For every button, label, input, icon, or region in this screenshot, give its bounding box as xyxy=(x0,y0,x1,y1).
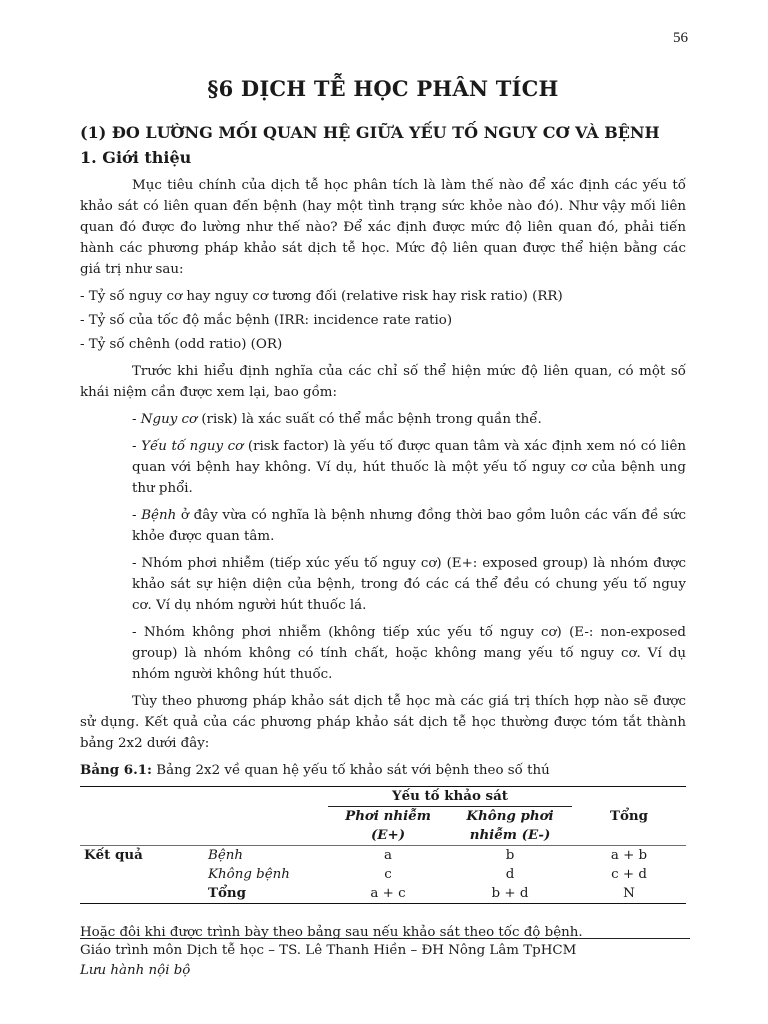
total-column-header: Tổng xyxy=(610,807,648,824)
term-risk: Nguy cơ xyxy=(140,412,198,427)
table-caption-label: Bảng 6.1: xyxy=(80,762,152,778)
row-label: Tổng xyxy=(208,885,246,901)
row-label: Bệnh xyxy=(208,848,244,863)
table-caption-text: Bảng 2x2 về quan hệ yếu tố khảo sát với bệnh theo số thú xyxy=(152,763,550,778)
measure-or: - Tỷ số chênh (odd ratio) (OR) xyxy=(80,337,283,352)
section-title: (1) ĐO LƯỜNG MỐI QUAN HỆ GIỮA YẾU TỐ NGUY CƠ VÀ BỆNH xyxy=(80,123,660,142)
chapter-title: §6 DỊCH TỄ HỌC PHÂN TÍCH xyxy=(207,76,559,101)
cell-total: N xyxy=(623,886,635,901)
definition-nonexposed-group: - Nhóm không phơi nhiễm (không tiếp xúc yếu tố nguy cơ) (E-: non-exposed group) là nhóm không có tính chất, hoặc không mang yếu tố nguy cơ. Ví dụ nhóm người không hút thuốc. xyxy=(132,625,686,682)
nonexposed-header-code: nhiễm (E-) xyxy=(469,827,551,843)
row-label: Không bệnh xyxy=(208,867,290,882)
cell-exposed: a xyxy=(384,848,392,863)
concepts-intro: Trước khi hiểu định nghĩa của các chỉ số thể hiện mức độ liên quan, có một số khái niệm cần được xem lại, bao gồm: xyxy=(80,364,686,400)
cell-nonexposed: d xyxy=(505,867,515,882)
term-risk-factor: Yếu tố nguy cơ xyxy=(141,439,244,454)
footer-course-line: Giáo trình môn Dịch tễ học – TS. Lê Thanh Hiền – ĐH Nông Lâm TpHCM xyxy=(80,943,577,958)
cell-total: c + d xyxy=(611,867,647,882)
page-content xyxy=(80,76,686,943)
exposed-header-code: (E+) xyxy=(370,827,406,843)
table-caption xyxy=(80,762,686,778)
definition-risk: - Nguy cơ (risk) là xác suất có thể mắc bệnh trong quần thể. xyxy=(132,412,542,427)
after-table-text: Hoặc đôi khi được trình bày theo bảng sau nếu khảo sát theo tốc độ bệnh. xyxy=(80,925,583,940)
intro-paragraph: Mục tiêu chính của dịch tễ học phân tích là làm thế nào để xác định các yếu tố khảo sát có liên quan đến bệnh (hay một tình trạng sức khỏe nào đó). Như vậy mối liên quan đó được đo lường như thế nào? Để xác định được mức độ liên quan đó, phải tiến hành các phương pháp khảo sát dịch tễ học. Mức độ liên quan được thể hiện bằng các giá trị như sau: xyxy=(80,178,686,277)
measure-irr: - Tỷ số của tốc độ mắc bệnh (IRR: incidence rate ratio) xyxy=(80,313,453,328)
definitions-list xyxy=(80,409,686,685)
definition-risk-factor: - Yếu tố nguy cơ (risk factor) là yếu tố được quan tâm và xác định xem nó có liên quan với bệnh hay không. Ví dụ, hút thuốc là một yếu tố nguy cơ của bệnh ung thư phổi. xyxy=(132,439,686,496)
page-footer xyxy=(80,938,690,981)
exposure-group-header: Yếu tố khảo sát xyxy=(328,787,572,807)
cell-nonexposed: b xyxy=(505,848,515,863)
exposed-header: Phơi nhiễm xyxy=(345,808,431,824)
method-paragraph: Tùy theo phương pháp khảo sát dịch tễ học mà các giá trị thích hợp nào sẽ được sử dụng. Kết quả của các phương pháp khảo sát dịch tễ học thường được tóm tắt thành bảng 2x2 dưới đây: xyxy=(80,694,686,751)
table-row xyxy=(80,846,686,865)
definition-exposed-group: - Nhóm phơi nhiễm (tiếp xúc yếu tố nguy cơ) (E+: exposed group) là nhóm được khảo sát sự hiện diện của bệnh, trong đó các cá thể đều có chung yếu tố nguy cơ. Ví dụ nhóm người hút thuốc lá. xyxy=(132,556,686,613)
footer-distribution-note: Lưu hành nội bộ xyxy=(80,963,191,978)
table-row xyxy=(80,884,686,904)
subsection-title: 1. Giới thiệu xyxy=(80,148,192,167)
definition-disease: - Bệnh ở đây vừa có nghĩa là bệnh nhưng đồng thời bao gồm luôn các vấn đề sức khỏe được quan tâm. xyxy=(132,508,686,544)
cell-exposed: a + c xyxy=(370,886,406,901)
cell-total: a + b xyxy=(610,848,648,863)
cell-exposed: c xyxy=(384,867,392,882)
page-number: 56 xyxy=(673,30,688,46)
term-disease: Bệnh xyxy=(141,508,177,523)
table-2x2 xyxy=(80,786,686,904)
table-row xyxy=(80,865,686,884)
nonexposed-header: Không phơi xyxy=(466,808,554,824)
cell-nonexposed: b + d xyxy=(491,886,529,901)
result-label: Kết quả xyxy=(84,847,143,863)
measure-rr: - Tỷ số nguy cơ hay nguy cơ tương đối (relative risk hay risk ratio) (RR) xyxy=(80,289,563,304)
